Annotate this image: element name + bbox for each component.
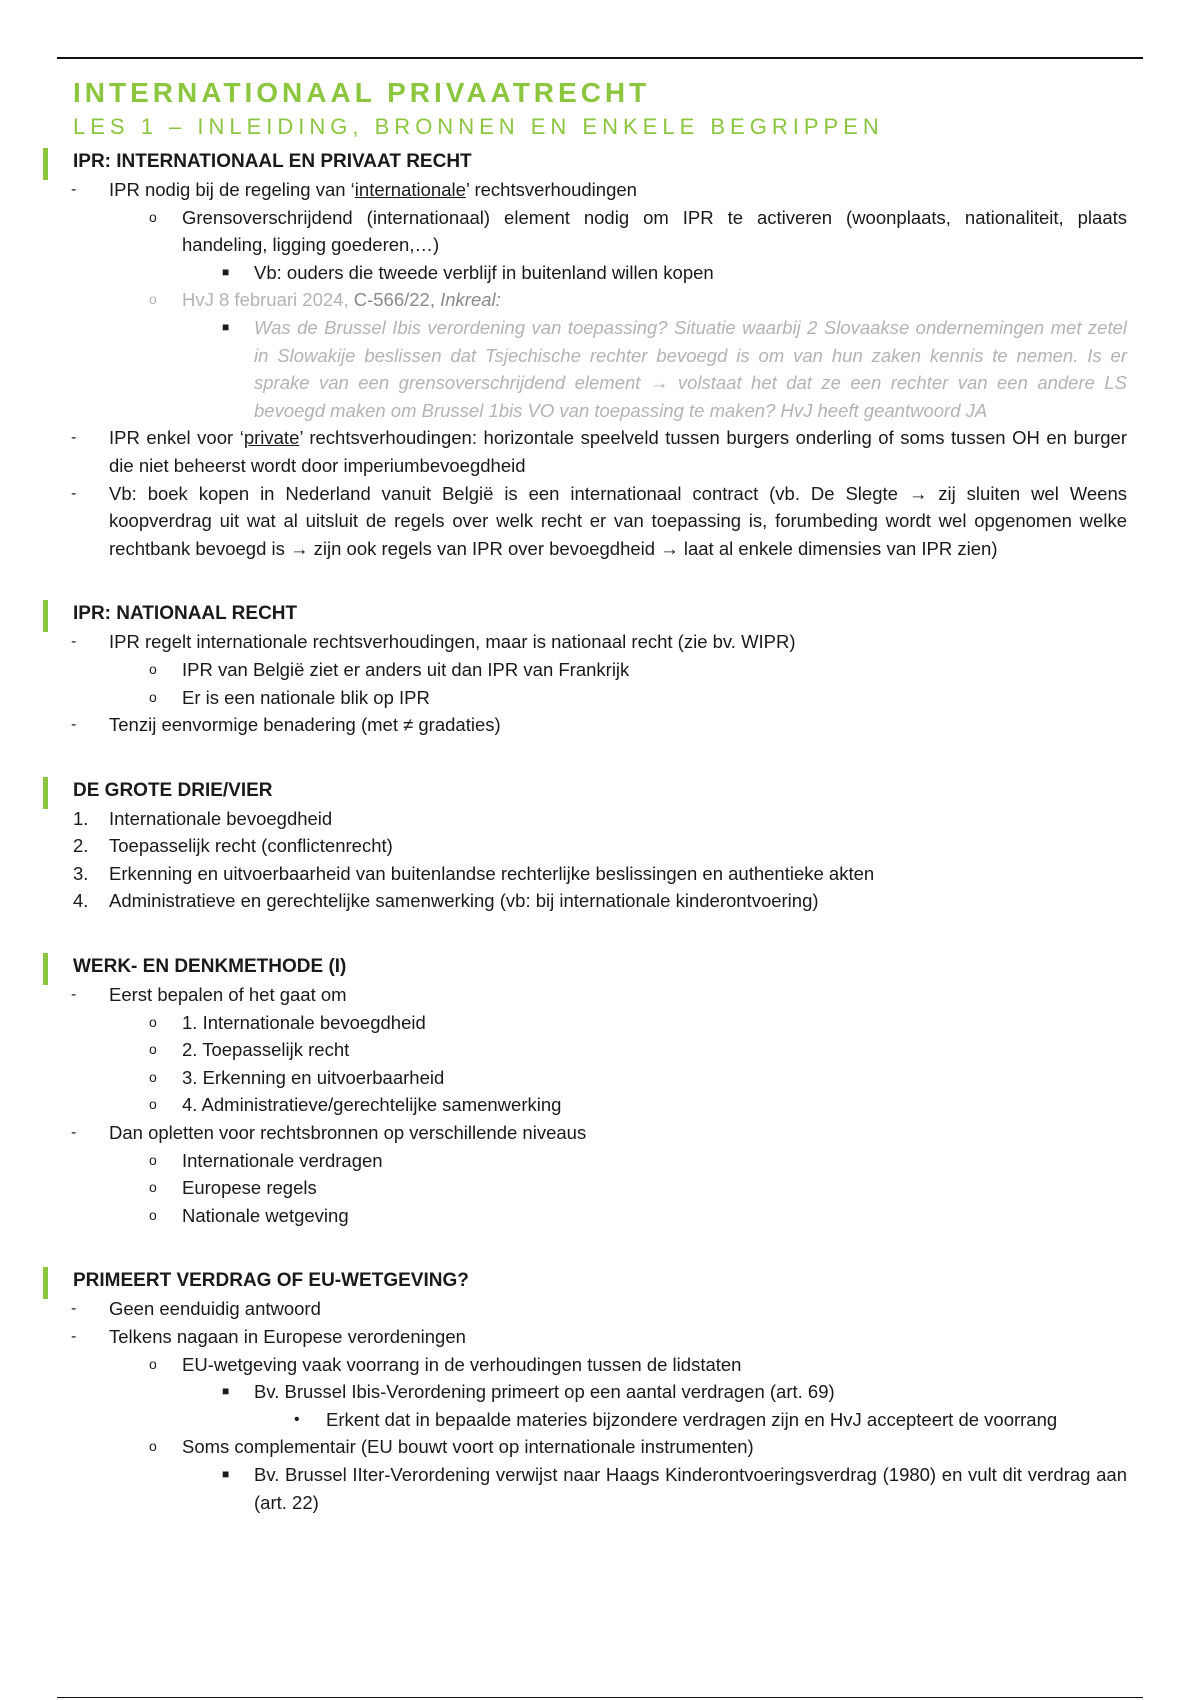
list-item: - Telkens nagaan in Europese verordeningen (57, 1323, 1143, 1351)
list-item: o Soms complementair (EU bouwt voort op internationale instrumenten) (57, 1433, 1143, 1461)
dash-bullet: - (71, 1300, 77, 1318)
dash-bullet: - (71, 484, 77, 502)
list-item: o 2. Toepasselijk recht (57, 1036, 1143, 1064)
document-subtitle: LES 1 – INLEIDING, BRONNEN EN ENKELE BEGRIPPEN (73, 114, 884, 139)
section-heading: IPR: NATIONAAL RECHT (73, 603, 298, 625)
square-bullet: ■ (222, 1466, 230, 1481)
section-werk-denkmethode (57, 953, 1143, 1229)
round-bullet: • (294, 1410, 300, 1428)
list-item: ■ Vb: ouders die tweede verblijf in buitenland willen kopen (57, 259, 1143, 287)
list-item: ■ Was de Brussel Ibis verordening van toepassing? Situatie waarbij 2 Slovaakse ondernemingen met zetel in Slowakije beslissen dat Tsjechische rechter bevoegd is om van hun zaken kennis te nemen. Is er sprake van een grensoverschrijdend element → volstaat het dat ze een rechter van een andere LS bevoegd maken om Brussel 1bis VO van toepassing te maken? HvJ heeft geantwoord JA (57, 314, 1143, 424)
list-item: • Erkent dat in bepaalde materies bijzondere verdragen zijn en HvJ accepteert de voorrang (57, 1406, 1143, 1434)
numbered-item: 1. Internationale bevoegdheid (73, 807, 333, 829)
circle-bullet: o (149, 1438, 157, 1455)
list-item: - Vb: boek kopen in Nederland vanuit België is een internationaal contract (vb. De Slegte → zij sluiten wel Weens koopverdrag uit wat al uitsluit de regels over welk recht er van toepassing is, forumbeding wordt wel opgenomen welke rechtbank bevoegd is → zijn ook regels van IPR over bevoegdheid → laat al enkele dimensies van IPR zien) (57, 480, 1143, 563)
document-title: INTERNATIONAAL PRIVAATRECHT (73, 77, 651, 108)
section-ipr-nationaal (57, 600, 1143, 738)
circle-bullet: o (149, 208, 157, 225)
list-item: o Grensoverschrijdend (internationaal) element nodig om IPR te activeren (woonplaats, nationaliteit, plaats handeling, ligging goederen,…) (57, 204, 1143, 259)
list-item: - Dan opletten voor rechtsbronnen op verschillende niveaus (57, 1119, 1143, 1147)
numbered-item: 2. Toepasselijk recht (conflictenrecht) (73, 835, 393, 857)
circle-bullet: o (149, 1179, 157, 1196)
bottom-rule (57, 1697, 1143, 1698)
list-item: - Tenzij eenvormige benadering (met ≠ gradaties) (57, 711, 1143, 739)
square-bullet: ■ (222, 1384, 230, 1399)
section-heading: PRIMEERT VERDRAG OF EU-WETGEVING? (73, 1270, 469, 1292)
circle-bullet: o (149, 291, 157, 308)
list-item: ■ Bv. Brussel Ibis-Verordening primeert op een aantal verdragen (art. 69) (57, 1378, 1143, 1406)
list-item: o Europese regels (57, 1174, 1143, 1202)
list-item: o Internationale verdragen (57, 1147, 1143, 1175)
dash-bullet: - (71, 1124, 77, 1142)
list-item: o EU-wetgeving vaak voorrang in de verhoudingen tussen de lidstaten (57, 1351, 1143, 1379)
square-bullet: ■ (222, 319, 230, 334)
list-item: o HvJ 8 februari 2024, C-566/22, Inkreal: (57, 286, 1143, 314)
circle-bullet: o (149, 1068, 157, 1085)
dash-bullet: - (71, 716, 77, 734)
section-heading: WERK- EN DENKMETHODE (I) (73, 956, 347, 978)
numbered-item: 3. Erkenning en uitvoerbaarheid van buitenlandse rechterlijke beslissingen en authentieke akten (73, 862, 875, 884)
list-item: - IPR regelt internationale rechtsverhoudingen, maar is nationaal recht (zie bv. WIPR) (57, 628, 1143, 656)
circle-bullet: o (149, 1041, 157, 1058)
list-item: o 1. Internationale bevoegdheid (57, 1009, 1143, 1037)
list-item: o Er is een nationale blik op IPR (57, 684, 1143, 712)
dash-bullet: - (71, 1328, 77, 1345)
section-heading: IPR: INTERNATIONAAL EN PRIVAAT RECHT (73, 151, 472, 172)
dash-bullet: - (71, 633, 77, 651)
circle-bullet: o (149, 1096, 157, 1113)
numbered-item: 4. Administratieve en gerechtelijke samenwerking (vb: bij internationale kinderontvoering) (73, 890, 819, 912)
dash-bullet: - (71, 986, 77, 1004)
list-item: - IPR enkel voor ‘private’ rechtsverhoudingen: horizontale speelveld tussen burgers onderling of soms tussen OH en burger die niet beheerst wordt door imperiumbevoegdheid (57, 424, 1143, 479)
dash-bullet: - (71, 429, 77, 447)
section-bar (43, 777, 48, 809)
circle-bullet: o (149, 1206, 157, 1223)
top-rule (57, 57, 1143, 59)
circle-bullet: o (149, 1013, 157, 1030)
square-bullet: ■ (222, 264, 230, 279)
list-item: o 3. Erkenning en uitvoerbaarheid (57, 1064, 1143, 1092)
list-item: - Geen eenduidig antwoord (57, 1295, 1143, 1323)
circle-bullet: o (149, 1151, 157, 1168)
list-item: o 4. Administratieve/gerechtelijke samenwerking (57, 1091, 1143, 1119)
section-bar (43, 600, 48, 632)
list-item: o Nationale wetgeving (57, 1202, 1143, 1230)
section-bar (43, 1267, 48, 1299)
section-grote-drie-vier (57, 777, 1143, 915)
list-item: - Eerst bepalen of het gaat om (57, 981, 1143, 1009)
circle-bullet: o (149, 1355, 157, 1372)
list-item: - IPR nodig bij de regeling van ‘internationale’ rechtsverhoudingen (57, 176, 1143, 204)
section-bar (43, 148, 48, 180)
section-bar (43, 953, 48, 985)
section-verdrag-eu (57, 1267, 1143, 1516)
section-heading: DE GROTE DRIE/VIER (73, 779, 273, 801)
circle-bullet: o (149, 688, 157, 705)
dash-bullet: - (71, 181, 77, 198)
list-item: o IPR van België ziet er anders uit dan IPR van Frankrijk (57, 656, 1143, 684)
document-page (57, 72, 1143, 1516)
circle-bullet: o (149, 660, 157, 677)
list-item: ■ Bv. Brussel IIter-Verordening verwijst naar Haags Kinderontvoeringsverdrag (1980) en vult dit verdrag aan (art. 22) (57, 1461, 1143, 1516)
section-ipr-internationaal (57, 148, 1143, 562)
